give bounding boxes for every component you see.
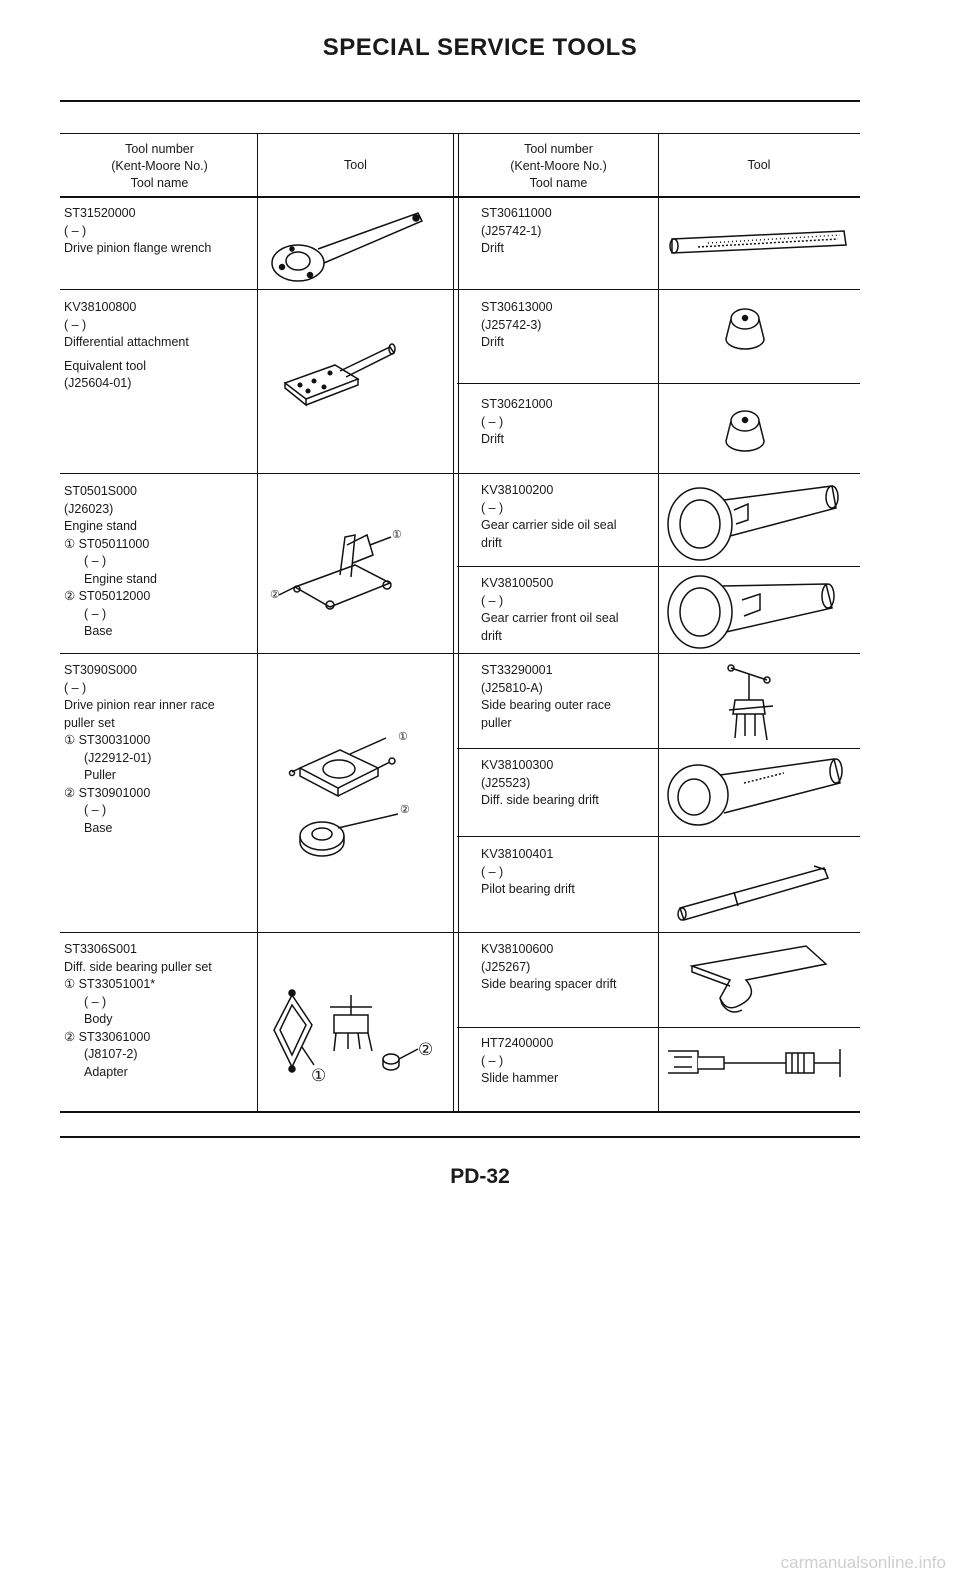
row-divider-left [60,289,457,290]
header-left-text: Tool number (Kent-Moore No.) Tool name [111,142,208,190]
drift-cup-illustration [722,405,768,455]
center-divider [458,133,459,1112]
left-row-differential-attachment: KV38100800 ( – ) Differential attachment Equivalent tool (J25604-01) [64,300,189,390]
page-title: SPECIAL SERVICE TOOLS [322,34,638,61]
row-divider-left [60,653,457,654]
table-bottom-rule [60,1111,860,1113]
center-divider [453,133,454,1112]
right-row-spacer-drift: KV38100600 (J25267) Side bearing spacer drift [481,942,617,991]
left-row-engine-stand: ST0501S000 (J26023) Engine stand ① ST05011000 ( – ) Engine stand ② ST05012000 ( – ) Base [64,484,157,638]
right-row-drift-1: ST30611000 (J25742-1) Drift [481,206,552,255]
column-divider [257,133,258,1112]
left-row-rear-inner-race-puller: ST3090S000 ( – ) Drive pinion rear inner race puller set ① ST30031000 (J22912-01) Puller ② ST30901000 ( – ) Base [64,663,215,835]
spacer-drift-illustration [686,940,836,1022]
oil-seal-drift-front-illustration [664,572,844,654]
differential-attachment-illustration [280,335,405,415]
right-row-drift-3: ST30613000 (J25742-3) Drift [481,300,553,349]
table-top-rule [60,133,860,134]
top-rule [60,100,860,102]
right-row-side-oil-seal-drift: KV38100200 ( – ) Gear carrier side oil seal drift [481,483,617,550]
rear-inner-race-puller-illustration [290,738,410,808]
left-row-side-bearing-puller-set: ST3306S001 Diff. side bearing puller set ① ST33051001* ( – ) Body ② ST33061000 (J8107-2) Adapter [64,942,212,1079]
right-row-side-bearing-drift: KV38100300 (J25523) Diff. side bearing drift [481,758,599,807]
callout-1-engine-stand: ① [392,529,402,541]
puller-base-illustration [298,812,408,858]
drift-cup-illustration [722,303,768,353]
page-number: PD-32 [450,1165,510,1188]
side-bearing-puller-illustration [268,985,443,1080]
oil-seal-drift-side-illustration [664,480,844,562]
right-row-front-oil-seal-drift: KV38100500 ( – ) Gear carrier front oil seal drift [481,576,619,643]
right-row-outer-race-puller: ST33290001 (J25810-A) Side bearing outer race puller [481,663,611,730]
callout-2-engine-stand: ② [270,589,280,601]
pilot-bearing-drift-illustration [674,862,834,924]
callout-1-side-bearing: ① [311,1066,327,1085]
callout-1-puller: ① [398,731,408,743]
callout-2-side-bearing: ② [418,1040,434,1059]
slide-hammer-illustration [664,1043,850,1083]
callout-2-puller: ② [400,804,410,816]
flange-wrench-illustration [270,205,430,285]
header-right-text: Tool number (Kent-Moore No.) Tool name [510,142,607,190]
left-row-flange-wrench: ST31520000 ( – ) Drive pinion flange wrench [64,206,212,255]
header-left-tool: Tool [344,158,367,172]
drift-long-illustration [668,227,850,257]
right-row-drift-21: ST30621000 ( – ) Drift [481,397,553,446]
side-bearing-drift-illustration [664,753,846,833]
column-divider [658,133,659,1112]
header-right-tool: Tool [747,158,771,172]
outer-race-puller-illustration [725,660,785,746]
footer-rule [60,1136,860,1138]
watermark: carmanualsonline.info [780,1553,946,1572]
header-bottom-rule [60,196,860,198]
row-divider-left [60,473,457,474]
row-divider-left [60,932,457,933]
right-row-pilot-bearing-drift: KV38100401 ( – ) Pilot bearing drift [481,847,575,896]
right-row-slide-hammer: HT72400000 ( – ) Slide hammer [481,1036,559,1085]
